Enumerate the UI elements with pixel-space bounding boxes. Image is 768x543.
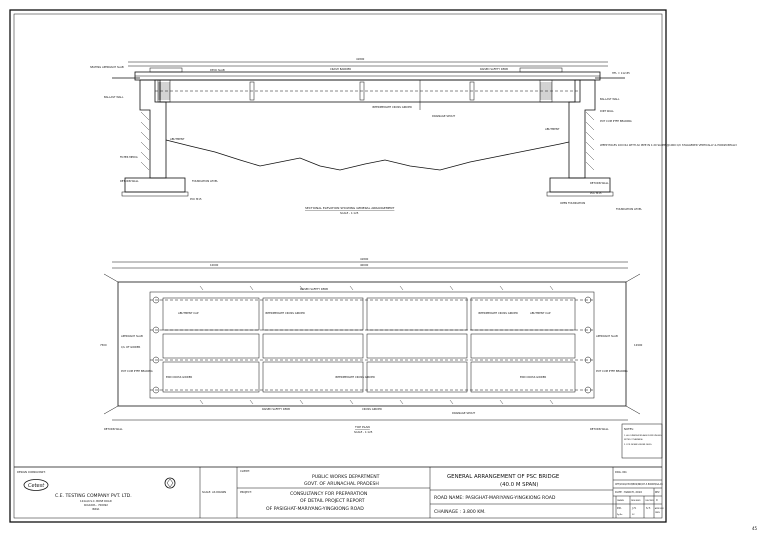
plan-label-approach-left: APPROACH SLAB [121, 335, 143, 338]
notes-line-1: 1. ALL DIMENSIONS ARE IN MM UNLESS [624, 435, 662, 437]
elev-label-pot-bearing: POT CUM PTFE BEARING [600, 120, 632, 123]
elev-label-dirt-wall: DIRT WALL [600, 110, 614, 113]
elev-label-drainage: DRAINAGE SPOUT [432, 115, 456, 118]
drawing-title-2: (40.0 M SPAN) [500, 482, 539, 488]
plan-title: TOP PLAN [355, 425, 370, 429]
drawn-label: DRAWN [617, 500, 624, 502]
client-label: CLIENT: [240, 470, 250, 473]
elev-label-filter-media: FILTER MEDIA [120, 156, 138, 159]
notes-title: NOTES: [624, 428, 634, 431]
elev-label-return-right: RETURN WALL [590, 182, 609, 185]
elev-label-approach-slab: SEATING APPROACH SLAB [90, 66, 124, 69]
designed-label: DESIGNED [631, 500, 641, 502]
bearings-left [153, 297, 159, 393]
outer-border [10, 10, 666, 522]
checked-label: CHECKED [645, 500, 654, 502]
plan-label-drainage: DRAINAGE SPOUT [452, 412, 476, 415]
elev-label-crash-barrier: CRASH BARRIER [330, 68, 352, 71]
elev-label-abutment-left: ABUTMENT [170, 138, 185, 141]
page-value: 32 [632, 514, 635, 516]
plan-scale: SCALE - 1:125 [354, 431, 373, 434]
plan-dim-panel: 10000 [210, 264, 219, 267]
plan-label-kerb-top: RAISED SAFETY KERB [300, 288, 328, 291]
title-block [14, 467, 664, 518]
plan-dim-span: 40000 [360, 264, 369, 267]
bearings-right [585, 297, 591, 393]
elev-label-return-left: RETURN WALL [120, 180, 139, 183]
elev-label-ballast-left: BALLAST WALL [104, 96, 124, 99]
pcc-right [547, 192, 613, 196]
project-line-3: OF PASIGHAT-MARIYANG-YINGKIONG ROAD [266, 507, 364, 512]
project-line-2: OF DETAIL PROJECT REPORT [300, 499, 365, 504]
scale-label: SCALE: AS DRAWN [202, 491, 227, 494]
page-number: 45 [752, 526, 758, 531]
plan-label-kerb-bottom: RAISED SAFETY KERB [262, 408, 290, 411]
elev-label-interm-girder: INTERMEDIATE CROSS GIRDER [372, 106, 412, 109]
plan-label-approach-right: APPROACH SLAB [596, 335, 618, 338]
footing-right [550, 178, 610, 192]
consultant-address-2: KOLKATA - 700092 [84, 504, 108, 507]
sectional-elevation [90, 57, 737, 215]
approved-label: APPROVED [655, 509, 664, 510]
checked-by: S.T. [646, 507, 651, 510]
abutment-left [140, 80, 166, 178]
elev-label-ballast-right: BALLAST WALL [600, 98, 620, 101]
plan-label-interm-girder-1: INTERMEDIATE CROSS GIRDER [265, 312, 305, 315]
consultant-name: C.E. TESTING COMPANY PVT. LTD. [55, 494, 132, 499]
client-line-1: PUBLIC WORKS DEPARTMENT [312, 475, 380, 480]
plan-label-abutment-cap-right: ABUTMENT CAP [530, 312, 551, 315]
rev-label: REV. [655, 491, 660, 494]
consultant-address-1: 124A,N.S.C. BOSE ROAD [80, 500, 112, 503]
elevation-scale: SCALE - 1:125 [340, 212, 359, 215]
ground-profile [166, 140, 569, 170]
elev-label-raised-kerb: RAISED SAFETY KERB [480, 68, 508, 71]
elev-label-foundation-left: FOUNDATION LEVEL [192, 180, 218, 183]
plan-dim-total: 41800 [360, 258, 369, 261]
elev-label-abutment-right: ABUTMENT [545, 128, 560, 131]
crash-barrier-right [520, 68, 562, 72]
quality-seal-icon [165, 478, 175, 488]
plan-carriageway [150, 292, 594, 398]
elevation-title: SECTIONAL ELEVATION SHOWING GENERAL ARRANGEMENT [305, 206, 395, 210]
plan-label-end-girder-left: END CROSS GIRDER [166, 376, 193, 379]
road-name: ROAD NAME: PASIGHAT-MARIYANG-YINGKIONG ROAD [434, 496, 556, 501]
elev-label-pcc-left: PCC M15 [190, 198, 202, 201]
consultant-address-3: INDIA [92, 508, 100, 511]
drawing-title-1: GENERAL ARRANGEMENT OF PSC BRIDGE [447, 474, 560, 480]
pcc-left [122, 192, 188, 196]
plan-label-cl-girder: C/L OF GIRDER [121, 346, 141, 349]
plan-label-bearing-right: POT CUM PTFE BEARING [596, 370, 628, 373]
elev-label-deck-slab: DECK SLAB [210, 69, 225, 72]
elev-label-weep-holes: WEEP HOLES 100 DIA WITH AC PIPE IN 1:20 SLOPE @1000 C/C STAGGERED VERTICALLY & HORIZONTALLY [600, 144, 737, 147]
approved-by: DMN [655, 512, 660, 514]
drawing-date: DATE : MARCH, 2010 [615, 491, 642, 494]
notes-line-3: 2. FOR DETAILS REFER DRGS. [624, 444, 652, 446]
inner-border [14, 14, 662, 518]
notes-line-2: NOTED OTHERWISE. [624, 439, 644, 441]
elev-label-open-foundation: OPEN FOUNDATION [560, 202, 586, 205]
plan-deck-outline [118, 282, 626, 406]
drg-no-label: DRG. NO. [615, 471, 628, 474]
plan-label-cross-girder: CROSS GIRDER [362, 408, 382, 411]
crash-barrier-left [150, 68, 182, 72]
abutment-right [569, 80, 595, 178]
plan-dim-carriage: 7500 [100, 344, 107, 347]
drawn-by: P.D. [617, 507, 622, 510]
consultant-logo [24, 480, 48, 491]
drg-no: CET/2010/2303/BOS/NR/CH-3.800KM/GA-01 [615, 483, 663, 486]
client-line-2: GOVT. OF ARUNACHAL PRADESH [304, 482, 379, 487]
logo-text: Cetest [28, 483, 45, 489]
plan-label-end-girder-right: END CROSS GIRDER [520, 376, 547, 379]
design-consultant-label: DESIGN CONSULTANT: [17, 471, 46, 474]
project-label: PROJECT: [240, 491, 252, 494]
plan-label-return-left: RETURN WALL [104, 428, 123, 431]
page-label: Pg.No. [617, 514, 623, 516]
elev-rl-level: HFL = 112.85 [612, 72, 630, 75]
elev-overall-dim: 41800 [356, 58, 365, 61]
elev-label-pcc-right: PCC M15 [590, 192, 602, 195]
plan-dim-width: 12900 [634, 344, 643, 347]
plan-label-abutment-cap-left: ABUTMENT CAP [178, 312, 199, 315]
plan-label-interm-girder-2: INTERMEDIATE CROSS GIRDER [335, 376, 375, 379]
elev-label-foundation-right: FOUNDATION LEVEL [616, 208, 642, 211]
plan-label-bearing-left: POT CUM PTFE BEARING [121, 370, 153, 373]
plan-label-interm-girder-3: INTERMEDIATE CROSS GIRDER [478, 312, 518, 315]
chainage: CHAINAGE : 3.800 KM. [434, 510, 486, 515]
project-line-1: CONSULTANCY FOR PREPARATION [290, 492, 368, 497]
plan-label-return-right: RETURN WALL [590, 428, 609, 431]
rev-value: 0 [656, 499, 658, 502]
designed-by: J.H. [632, 507, 637, 510]
top-plan [100, 257, 643, 434]
notes-box [622, 424, 662, 458]
